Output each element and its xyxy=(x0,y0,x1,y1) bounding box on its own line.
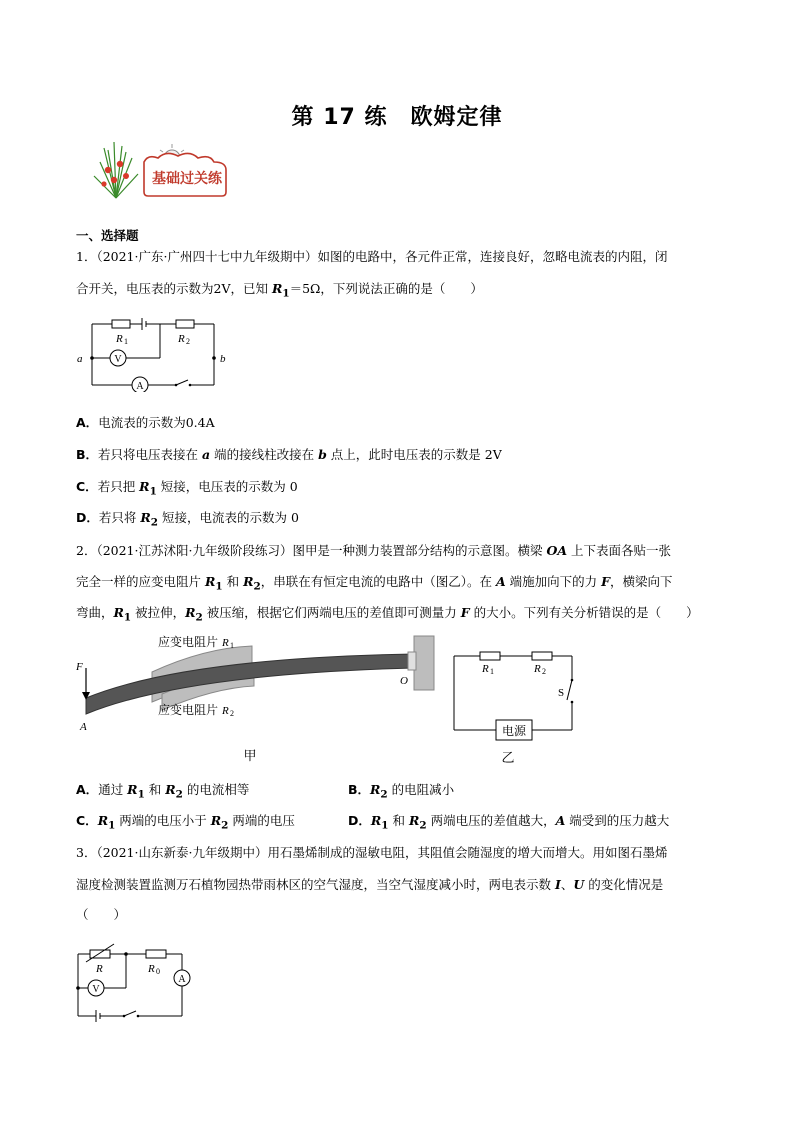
section-badge xyxy=(86,140,276,200)
svg-text:R: R xyxy=(222,705,229,717)
svg-text:R: R xyxy=(222,637,229,649)
svg-text:R: R xyxy=(482,663,489,675)
q1-line2: 合开关，电压表的示数为2V，已知 $R_1=5\Omega$，下列说法正确的是（ ） xyxy=(76,281,483,300)
q2-figure-jia xyxy=(74,628,444,768)
svg-text:2: 2 xyxy=(542,667,546,676)
q1-circuit-diagram xyxy=(74,310,234,392)
badge-text: 基础过关练 xyxy=(152,171,222,187)
svg-text:O: O xyxy=(400,675,408,687)
q3-line1: 3．（2021·山东新泰·九年级期中）用石墨烯制成的湿敏电阻，其阻值会随湿度的增大而增大。用如图石墨烯 xyxy=(76,845,668,860)
svg-text:乙: 乙 xyxy=(501,751,515,766)
svg-text:电源: 电源 xyxy=(501,724,527,738)
svg-text:R: R xyxy=(148,963,155,975)
svg-text:甲: 甲 xyxy=(243,749,257,764)
section-heading: 一、选择题 xyxy=(76,228,139,243)
svg-text:b: b xyxy=(220,353,226,365)
svg-text:2: 2 xyxy=(230,709,234,718)
q1-option-a[interactable]: A．电流表的示数为0.4A xyxy=(76,415,215,430)
page-title: 第 17 练 欧姆定律 xyxy=(291,105,503,130)
q2-option-d[interactable]: D．$R_1$ 和 $R_2$ 两端电压的差值越大，A 端受到的压力越大 xyxy=(348,813,670,832)
svg-text:F: F xyxy=(76,661,83,673)
q1-option-c[interactable]: C．若只把 $R_1$ 短接，电压表的示数为 0 xyxy=(76,479,298,498)
svg-text:V: V xyxy=(92,984,100,995)
q2-option-b[interactable]: B．$R_2$ 的电阻减小 xyxy=(348,782,455,801)
q3-circuit-diagram xyxy=(68,940,208,1032)
svg-text:应变电阻片: 应变电阻片 xyxy=(158,635,219,649)
q2-option-c[interactable]: C．$R_1$ 两端的电压小于 $R_2$ 两端的电压 xyxy=(76,813,295,832)
humidity-resistor xyxy=(90,950,110,958)
q3-line3: （ ） xyxy=(76,907,127,922)
q1-line1: 1．（2021·广东·广州四十七中九年级期中）如图的电路中，各元件正常，连接良好，忽略电流表的内阻，闭 xyxy=(76,249,668,264)
q2-line2: 完全一样的应变电阻片 $R_1$ 和 $R_2$，串联在有恒定电流的电路中（图乙）。在 A 端施加向下的力 F，横梁向下 xyxy=(76,574,673,593)
q2-line3: 弯曲，$R_1$ 被拉伸，$R_2$ 被压缩，根据它们两端电压的差值即可测量力 F 的大小。下列有关分析错误的是（ ） xyxy=(76,605,699,624)
q1-option-d[interactable]: D．若只将 $R_2$ 短接，电流表的示数为 0 xyxy=(76,510,299,529)
svg-text:R: R xyxy=(534,663,541,675)
resistor-r0 xyxy=(146,950,166,958)
q3-line2: 湿度检测装置监测万石植物园热带雨林区的空气湿度，当空气湿度减小时，两电表示数 I、U 的变化情况是 xyxy=(76,877,664,892)
q2-option-a[interactable]: A．通过 $R_1$ 和 $R_2$ 的电流相等 xyxy=(76,782,250,801)
svg-text:2: 2 xyxy=(186,337,190,346)
q1-option-b[interactable]: B．若只将电压表接在 a 端的接线柱改接在 b 点上，此时电压表的示数是 2V xyxy=(76,447,502,462)
svg-text:1: 1 xyxy=(124,337,128,346)
svg-text:V: V xyxy=(114,354,122,365)
svg-text:R: R xyxy=(96,963,103,975)
svg-text:A: A xyxy=(178,974,186,985)
svg-text:0: 0 xyxy=(156,967,160,976)
resistor-r1 xyxy=(112,320,130,328)
svg-text:R: R xyxy=(116,333,123,345)
resistor-r2 xyxy=(176,320,194,328)
q2-line1: 2．（2021·江苏沭阳·九年级阶段练习）图甲是一种测力装置部分结构的示意图。横梁 OA 上下表面各贴一张 xyxy=(76,543,672,558)
svg-text:R: R xyxy=(178,333,185,345)
q2-figure-yi xyxy=(446,640,586,772)
svg-text:A: A xyxy=(136,381,144,392)
svg-text:1: 1 xyxy=(230,641,234,650)
svg-text:S: S xyxy=(558,687,565,699)
svg-text:A: A xyxy=(80,721,87,733)
svg-text:1: 1 xyxy=(490,667,494,676)
svg-text:a: a xyxy=(77,353,83,365)
svg-text:应变电阻片: 应变电阻片 xyxy=(158,703,219,717)
